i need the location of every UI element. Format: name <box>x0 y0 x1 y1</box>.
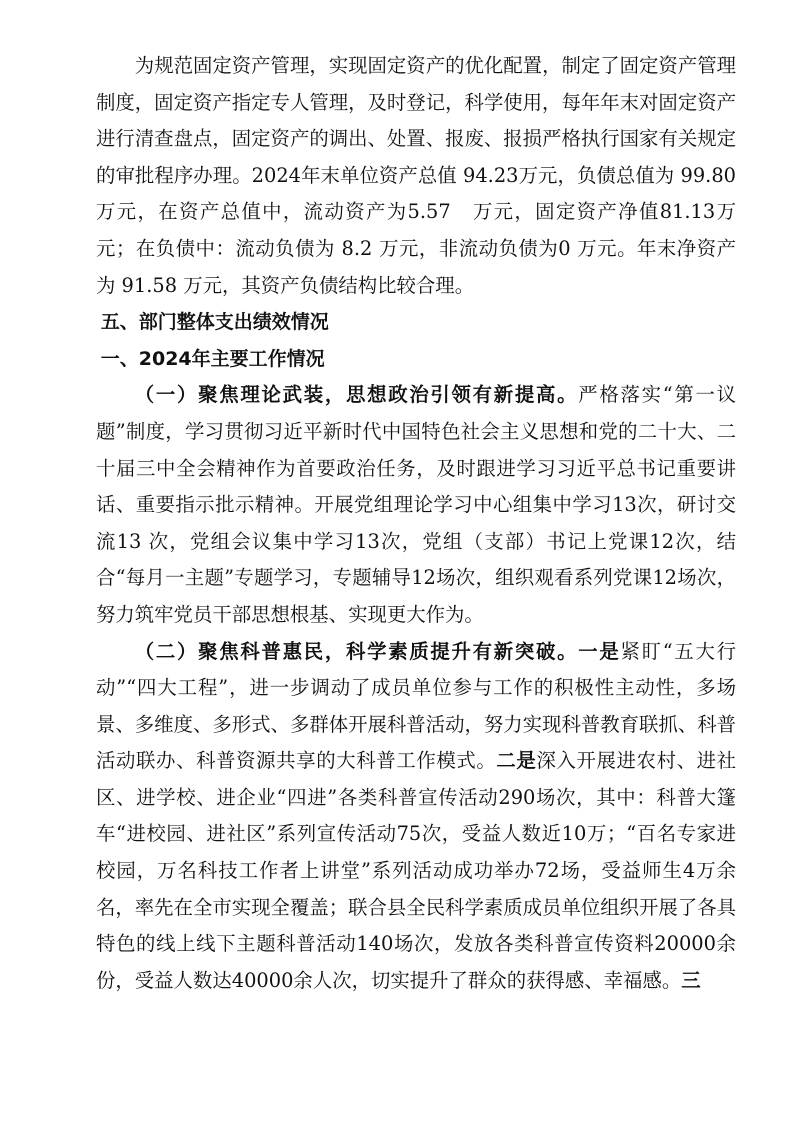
science-body-first: 紧盯“五大行动”“四大工程”，进一步调动了成员单位参与工作的积极性主动性，多场景、多维度、多形式、多群体开展科普活动，努力实现科普教育联抓、科普活动联办、科普资源共享的大科普工作模式。 <box>96 639 736 773</box>
lead-second: 二是 <box>496 749 537 773</box>
paragraph-theory-armament <box>96 377 736 633</box>
paragraph-fixed-assets: 为规范固定资产管理，实现固定资产的优化配置，制定了固定资产管理制度，固定资产指定专人管理，及时登记，科学使用，每年年末对固定资产进行清查盘点，固定资产的调出、处置、报废、报损严格执行国家有关规定的审批程序办理。2024年末单位资产总值 94.23万元，负债总值为 99.80万元，在资产总值中，流动资产为5.57 万元，固定资产净值81.13万元；在负债中：流动负债为 8.2 万元，非流动负债为0 万元。年末净资产为 91.58 万元，其资产负债结构比较合理。 <box>96 54 736 297</box>
paragraph-science-popularization <box>96 634 736 1000</box>
document-page <box>96 48 736 999</box>
lead-third: 三 <box>681 968 701 992</box>
paragraph-theory-armament-body: 严格落实“第一议题”制度，学习贯彻习近平新时代中国特色社会主义思想和党的二十大、二十届三中全会精神作为首要政治任务，及时跟进学习习近平总书记重要讲话、重要指示批示精神。开展党组理论学习中心组集中学习13次，研讨交流13 次，党组会议集中学习13次，党组（支部）书记上党课12次，结合“每月一主题”专题学习，专题辅导12场次，组织观看系列党课12场次，努力筑牢党员干部思想根基、实现更大作为。 <box>96 383 736 626</box>
subheading-science-popularization: （二）聚焦科普惠民，科学素质提升有新突破。 <box>134 639 579 663</box>
lead-first: 一是 <box>578 639 621 663</box>
heading-section-5: 五、部门整体支出绩效情况 <box>100 311 329 334</box>
science-body-second: 深入开展进农村、进社区、进学校、进企业“四进”各类科普宣传活动290场次，其中：科普大篷车“进校园、进社区”系列宣传活动75次，受益人数近10万；“百名专家进校园，万名科技工作者上讲堂”系列活动成功举办72场，受益师生4万余名，率先在全市实现全覆盖；联合县全民科学素质成员单位组织开展了各具特色的线上线下主题科普活动140场次，发放各类科普宣传资料20000余份，受益人数达40000余人次，切实提升了群众的获得感、幸福感。 <box>96 749 737 992</box>
subheading-theory-armament: （一）聚焦理论武装，思想政治引领有新提高。 <box>134 383 579 407</box>
heading-main-work-2024: 一、2024年主要工作情况 <box>100 347 325 370</box>
